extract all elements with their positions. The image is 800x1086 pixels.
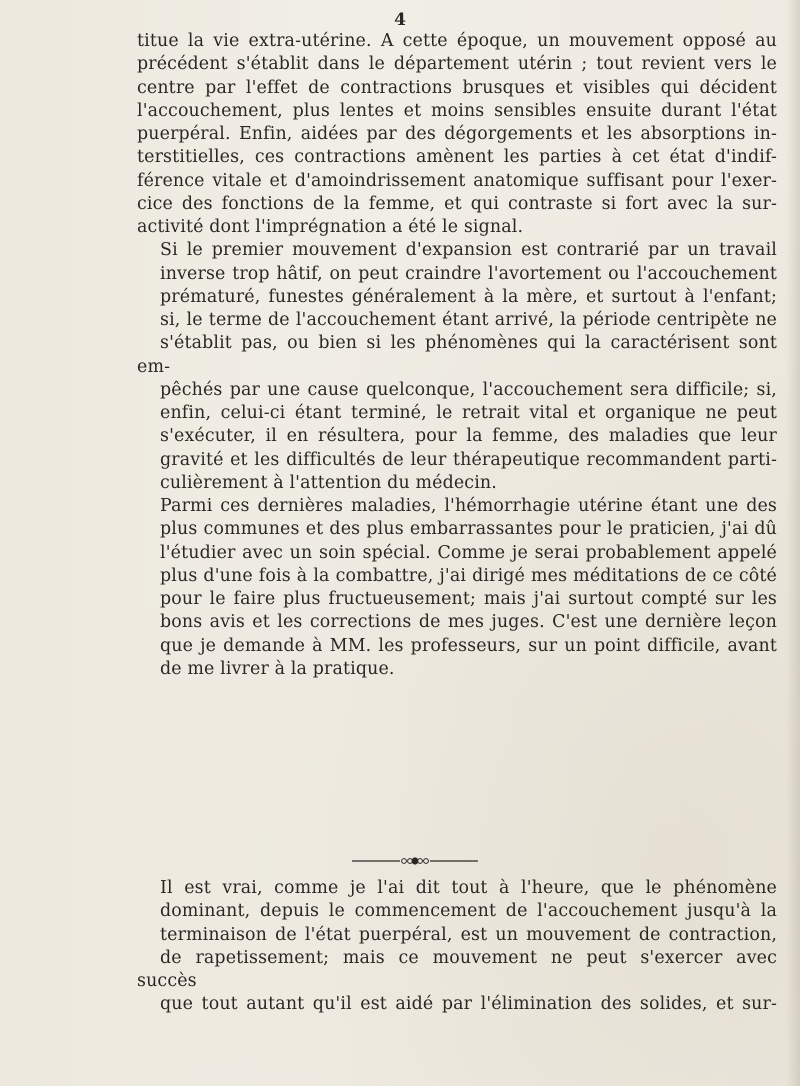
text-line: s'exécuter, il en résultera, pour la femme, des maladies que leur <box>160 426 777 447</box>
text-line: bons avis et les corrections de mes juges. C'est une dernière leçon <box>160 612 777 633</box>
text-line: enfin, celui-ci étant terminé, le retrait vital et organique ne peut <box>160 403 777 423</box>
text-line: pour le faire plus fructueusement; mais j'ai surtout compté sur les <box>160 589 777 609</box>
text-line: Parmi ces dernières maladies, l'hémorrhagie utérine étant une des <box>160 496 777 516</box>
body-text <box>137 30 777 681</box>
text-line: plus d'une fois à la combattre, j'ai dirigé mes méditations de ce côté <box>160 565 777 586</box>
page-edge-shadow <box>786 0 800 1086</box>
text-line: centre par l'effet de contractions brusques et visibles qui décident <box>137 77 777 98</box>
continuation-text <box>137 877 777 1017</box>
section-divider-ornament <box>350 856 480 866</box>
text-line: terminaison de l'état puerpéral, est un mouvement de contraction, <box>160 924 777 945</box>
text-line: que tout autant qu'il est aidé par l'élimination des solides, et sur- <box>160 994 777 1015</box>
text-line: culièrement à l'attention du médecin. <box>160 472 497 493</box>
text-line: si, le terme de l'accouchement étant arrivé, la période centripète ne <box>160 310 777 330</box>
paragraph <box>137 239 777 495</box>
text-line: terstitielles, ces contractions amènent les parties à cet état d'indif- <box>137 147 777 168</box>
text-line: plus communes et des plus embarrassantes pour le praticien, j'ai dû <box>160 519 777 540</box>
text-line: puerpéral. Enfin, aidées par des dégorgements et les absorptions in- <box>137 124 777 144</box>
paragraph <box>137 495 777 681</box>
text-line: de rapetissement; mais ce mouvement ne peut s'exercer avec succès <box>137 947 777 991</box>
text-line: que je demande à MM. les professeurs, sur un point difficile, avant <box>160 635 777 656</box>
text-line: s'établit pas, ou bien si les phénomènes qui la caractérisent sont em- <box>137 333 777 377</box>
text-line: gravité et les difficultés de leur thérapeutique recommandent parti- <box>160 449 777 470</box>
text-line: l'accouchement, plus lentes et moins sensibles ensuite durant l'état <box>137 100 777 121</box>
paragraph <box>137 877 777 1017</box>
text-line: Si le premier mouvement d'expansion est contrarié par un travail <box>160 240 777 261</box>
text-line: dominant, depuis le commencement de l'accouchement jusqu'à la <box>160 901 777 922</box>
text-line: Il est vrai, comme je l'ai dit tout à l'heure, que le phénomène <box>160 878 777 898</box>
text-line: pêchés par une cause quelconque, l'accouchement sera difficile; si, <box>160 379 777 400</box>
text-line: titue la vie extra-utérine. A cette époque, un mouvement opposé au <box>137 31 777 51</box>
page-number: 4 <box>394 10 406 30</box>
text-line: l'étudier avec un soin spécial. Comme je serai probablement appelé <box>160 542 777 563</box>
paragraph <box>137 30 777 239</box>
text-line: prématuré, funestes généralement à la mère, et surtout à l'enfant; <box>160 286 777 307</box>
text-line: cice des fonctions de la femme, et qui contraste si fort avec la sur- <box>137 193 777 214</box>
text-line: activité dont l'imprégnation a été le signal. <box>137 217 524 237</box>
text-line: férence vitale et d'amoindrissement anatomique suffisant pour l'exer- <box>137 170 777 191</box>
text-line: de me livrer à la pratique. <box>160 658 395 679</box>
text-line: inverse trop hâtif, on peut craindre l'avortement ou l'accouchement <box>160 263 777 284</box>
text-line: précédent s'établit dans le département utérin ; tout revient vers le <box>137 54 777 75</box>
